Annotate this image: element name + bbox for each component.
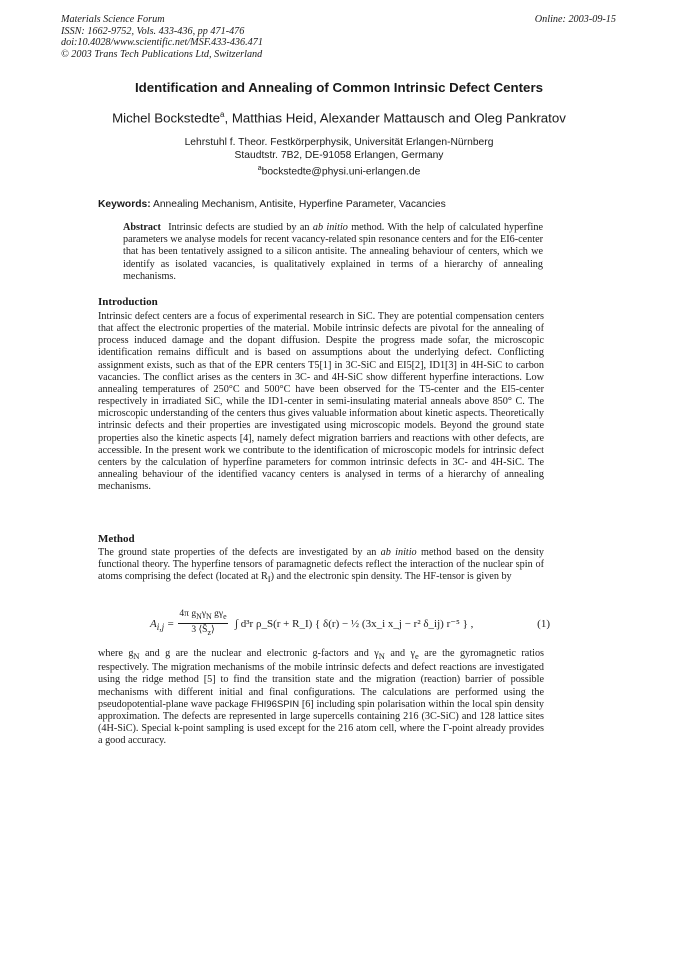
- introduction-text: Intrinsic defect centers are a focus of experimental research in SiC. They are potential compensation centers that affect the electronic properties of the material. Mobile intrinsic defects are pivotal for the annealing of process induced damage and the dopant diffusion. Despite the progress made sofar, the microscopic identification remains difficult and is based on assumptions about the underlying defect. Conflicting assignment exists, such as that of the EPR centers T5[1] in 3C-SiC and EI5[2], ID1[3] in 4H-SiC to carbon vacancies. The conflict arises as the centers in 3C- and 4H-SiC show different hyperfine interactions. Low annealing temperatures of 250°C and 500°C have been observed for the T5-center and the EI5-center respectively in irradiated SiC, while the ID1-center in semi-insulating material anneals above 850° C. The microscopic understanding of the centers thus gives valuable information about kinetic aspects. Theoretically intrinsic defects and their properties are investigated using microscopic models. Beyond the ground state properties also the kinetic aspects [4], namely defect migration barriers and reactions with other defects, are accessible. In the present work we contribute to the identification of microscopic models for intrinsic defect centers by the calculation of hyperfine parameters for common intrinsic defects in 3C- and 4H-SiC. The annealing behaviour of the identified vacancy centers is analysed in terms of a hierarchy of annealing mechanisms.: [98, 311, 544, 493]
- method-p2-c: and g are the nuclear and electronic g-factors and γ: [139, 648, 379, 659]
- equation-body: ∫ d³r ρ_S(r + R_I) { δ(r) − ½ (3x_i x_j − r² δ_ij) r⁻⁵ } ,: [235, 618, 474, 630]
- method-p1-c: method based on the density functional theory. The hyperfine tensors of paramagnetic defects reflect the interaction of the nuclear spin of atoms comprising the defect (located at R: [98, 547, 544, 583]
- eq-den-1: 3: [191, 624, 197, 635]
- method-paragraph-1: [98, 547, 544, 586]
- eq-denominator: [178, 624, 228, 639]
- eq-num-6: e: [223, 611, 227, 621]
- abstract-text-c: method. With the help of calculated hyperfine parameters we analyse models for recent vacancy-related spin resonance centers and for the EI6-center that has been tentatively assigned to a silicon antisite. The annealing behaviour of centers, which we identify as isolated vacancies, is qualitatively explained in terms of a hierarchy of annealing mechanisms.: [123, 222, 544, 282]
- author-first-sup: a: [219, 110, 225, 119]
- software-package-name: FHI96SPIN: [251, 698, 300, 710]
- email-sup: a: [257, 165, 262, 172]
- keywords: [98, 199, 618, 210]
- method-paragraph-2: [98, 648, 544, 747]
- eq-numerator: [178, 608, 228, 624]
- equation-number: (1): [537, 618, 550, 630]
- method-p2-b: N: [133, 651, 140, 662]
- eq-lhs-sub: i,j: [156, 622, 165, 633]
- method-p1-d: I: [267, 574, 271, 585]
- hyperfine-equation: [140, 608, 550, 642]
- paper-title: Identification and Annealing of Common Intrinsic Defect Centers: [134, 80, 544, 95]
- equation-fraction: [178, 608, 228, 639]
- eq-num-4: N: [206, 611, 212, 621]
- eq-num-2: N: [196, 611, 202, 621]
- eq-lhs-symbol: A: [150, 618, 157, 630]
- journal-header: [61, 14, 616, 60]
- author-email[interactable]: bockstedte@physi.uni-erlangen.de: [261, 166, 421, 178]
- method-heading: Method: [98, 533, 135, 545]
- abstract-text-b: ab initio: [312, 222, 348, 233]
- eq-num-5: gγ: [211, 609, 224, 619]
- method-p2-a: where g: [98, 648, 134, 659]
- method-p1-a: The ground state properties of the defects are investigated by an: [98, 547, 381, 558]
- issn-line: ISSN: 1662-9752, Vols. 433-436, pp 471-476: [61, 25, 245, 37]
- abstract-text-a: Intrinsic defects are studied by an: [168, 222, 313, 233]
- online-date: Online: 2003-09-15: [534, 14, 616, 25]
- method-p1-e: ) and the electronic spin density. The HF-tensor is given by: [270, 571, 512, 583]
- eq-den-2: ⟨Ŝ: [198, 624, 208, 635]
- affiliation: [0, 136, 678, 178]
- affiliation-line-2: Staudtstr. 7B2, DE-91058 Erlangen, Germany: [234, 150, 444, 161]
- method-p2-h: [6] including spin polarisation within the local spin density approximation. The defects are represented in large supercells containing 216 (3C-SiC) and 128 lattice sites (4H-SiC). Special k-point sampling is used except for the 216 atom cell, where the Γ-point already provides a good accuracy.: [98, 698, 544, 747]
- author-rest: , Matthias Heid, Alexander Mattausch and Oleg Pankratov: [224, 110, 566, 126]
- equation-lhs: $A_{i,j}$ =: [150, 618, 175, 633]
- eq-num-1: 4π g: [179, 609, 197, 619]
- doi-link[interactable]: doi:10.4028/www.scientific.net/MSF.433-436.471: [61, 37, 263, 49]
- affiliation-line-1: Lehrstuhl f. Theor. Festkörperphysik, Universität Erlangen-Nürnberg: [184, 137, 494, 148]
- journal-name: Materials Science Forum: [61, 14, 165, 25]
- abstract: [123, 222, 543, 283]
- abstract-label: Abstract: [123, 222, 161, 233]
- keywords-label: Keywords:: [98, 199, 151, 210]
- introduction-heading: Introduction: [98, 296, 158, 308]
- eq-den-4: ⟩: [210, 624, 215, 635]
- email-line: [0, 162, 678, 178]
- keywords-text: Annealing Mechanism, Antisite, Hyperfine Parameter, Vacancies: [152, 199, 446, 210]
- method-p2-d: N: [378, 651, 385, 662]
- eq-num-3: γ: [201, 609, 207, 619]
- method-p2-g: are the gyromagnetic ratios respectively. The migration mechanisms of the mobile intrinsic defects and defect reactions are investigated using the ridge method [5] to find the transition state and the migration (reaction) barrier of possible mechanisms with different initial and final configurations. The calculations are performed using the pseudopotential-plane wave package: [98, 648, 545, 710]
- author-first: Michel Bockstedte: [112, 110, 220, 126]
- method-p2-e: and γ: [384, 648, 415, 659]
- method-p2-f: e: [415, 651, 419, 662]
- method-p1-b: ab initio: [380, 547, 417, 558]
- eq-den-3: z: [207, 627, 211, 637]
- copyright-line: © 2003 Trans Tech Publications Ltd, Switzerland: [61, 48, 263, 60]
- author-list: [0, 110, 678, 125]
